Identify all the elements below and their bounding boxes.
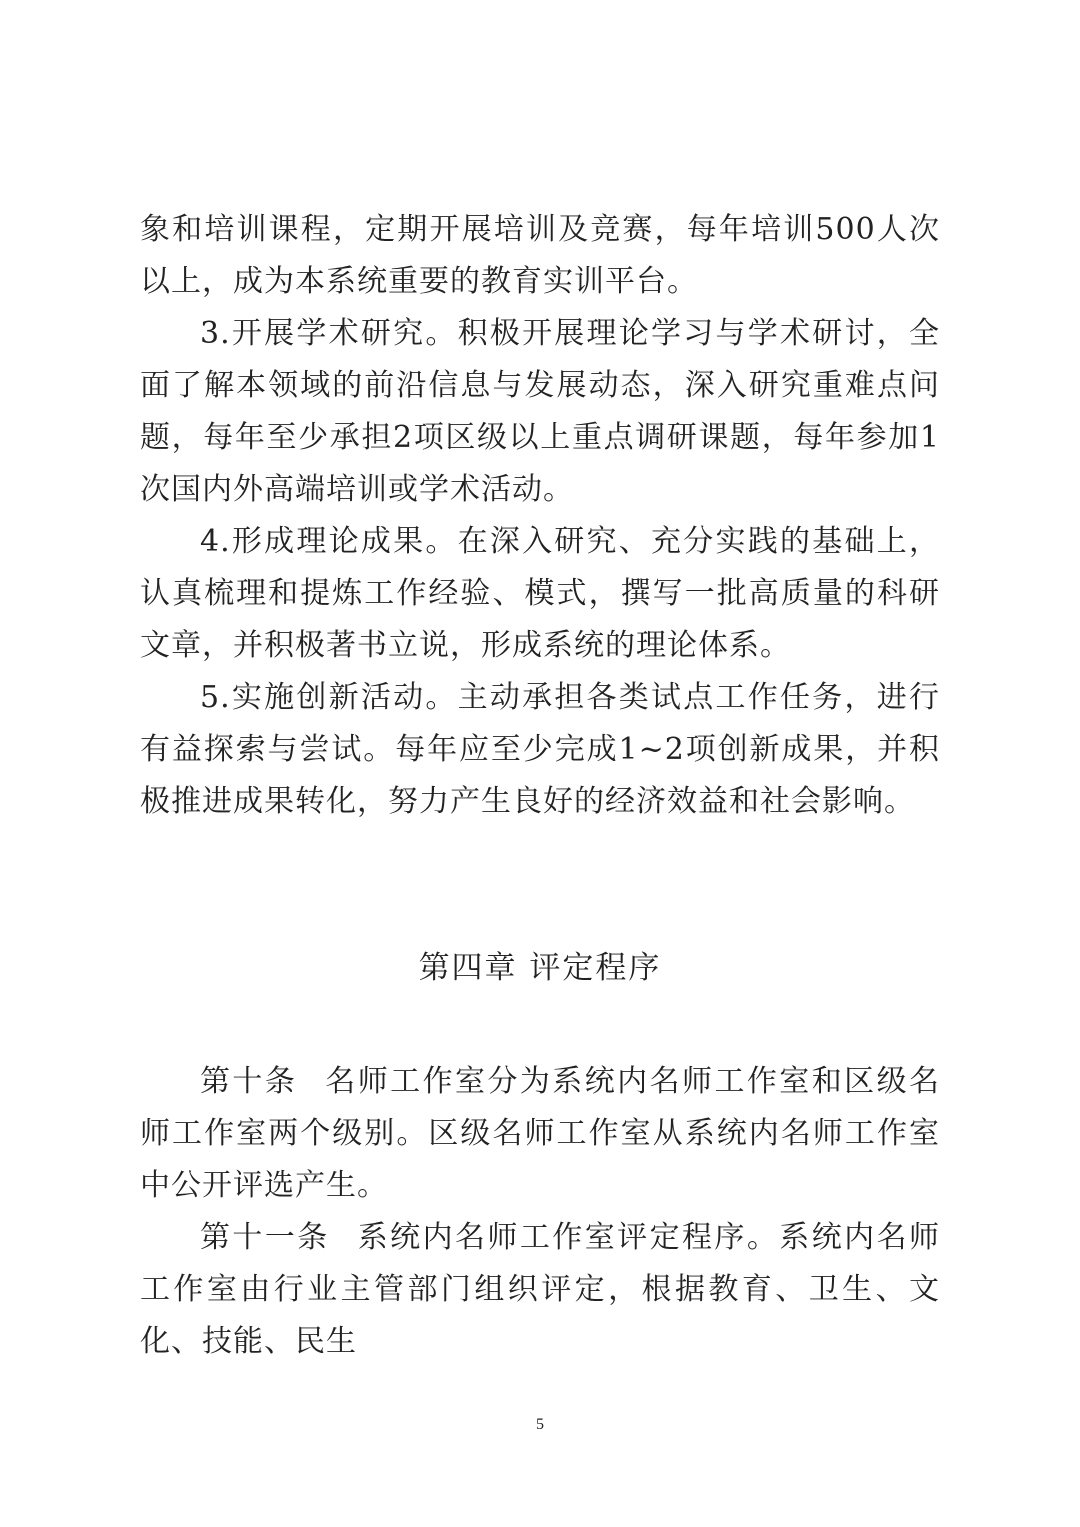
article-10 <box>140 1056 940 1212</box>
paragraph-item-4: 4.形成理论成果。在深入研究、充分实践的基础上，认真梳理和提炼工作经验、模式，撰写一批高质量的科研文章，并积极著书立说，形成系统的理论体系。 <box>140 524 940 663</box>
body-section <box>140 204 940 828</box>
paragraph-item-5: 5.实施创新活动。主动承担各类试点工作任务，进行有益探索与尝试。每年应至少完成1~2项创新成果，并积极推进成果转化，努力产生良好的经济效益和社会影响。 <box>140 680 940 819</box>
article-text: 名师工作室分为系统内名师工作室和区级名师工作室两个级别。区级名师工作室从系统内名师工作室中公开评选产生。 <box>140 1064 941 1203</box>
article-label: 第十一条 <box>200 1220 330 1255</box>
paragraph-continued: 象和培训课程，定期开展培训及竞赛，每年培训500人次以上，成为本系统重要的教育实训平台。 <box>140 212 940 299</box>
article-11 <box>140 1212 940 1368</box>
article-text: 系统内名师工作室评定程序。系统内名师工作室由行业主管部门组织评定，根据教育、卫生、文化、技能、民生 <box>140 1220 941 1359</box>
paragraph-item-3: 3.开展学术研究。积极开展理论学习与学术研讨，全面了解本领域的前沿信息与发展动态，深入研究重难点问题，每年至少承担2项区级以上重点调研课题，每年参加1次国内外高端培训或学术活动。 <box>140 316 940 507</box>
page-number: 5 <box>536 1416 544 1433</box>
articles-section <box>140 1056 940 1368</box>
chapter-heading: 第四章 评定程序 <box>418 950 662 986</box>
article-label: 第十条 <box>200 1064 298 1099</box>
